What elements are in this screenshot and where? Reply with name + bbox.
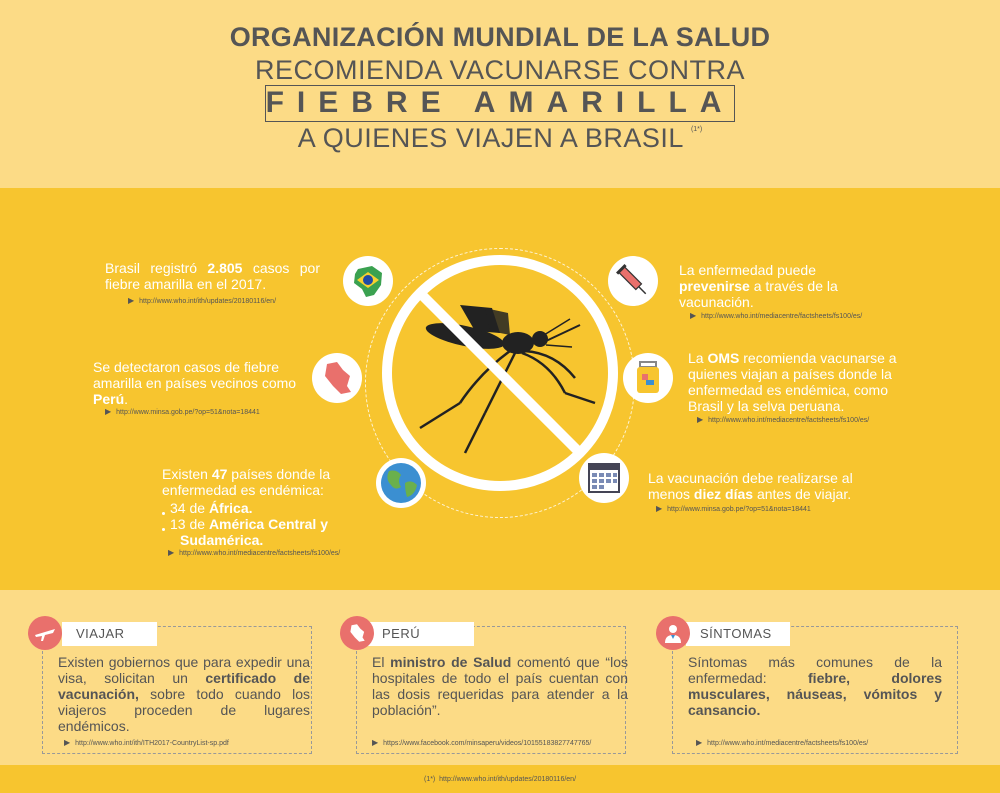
list-item-text: 13 de	[170, 516, 209, 532]
footer-source[interactable]	[0, 776, 1000, 783]
card-peru-text-start: El	[372, 654, 391, 670]
list-item-bold-2: Sudamérica.	[180, 532, 264, 548]
card-sintomas-text	[688, 654, 942, 718]
airplane-icon	[28, 616, 62, 650]
card-peru-bold: ministro de Salud	[390, 654, 512, 670]
fact-dias-source[interactable]: ▶ http://www.minsa.gob.pe/?op=51&nota=18441	[656, 504, 811, 513]
brazil-map-icon	[343, 256, 393, 306]
fact-brasil-url[interactable]: http://www.who.int/ith/updates/20180116/en/	[139, 298, 277, 305]
card-viajar-source[interactable]: ▶ http://www.who.int/ith/ITH2017-CountryList-sp.pdf	[64, 738, 229, 747]
globe-icon	[376, 458, 426, 508]
fact-brasil	[105, 260, 320, 292]
fact-dias-bold: diez días	[693, 486, 754, 502]
fact-prevenir-url[interactable]: http://www.who.int/mediacentre/factsheets/fs100/es/	[701, 313, 863, 320]
card-viajar-text	[58, 654, 310, 734]
fact-paises-text-end: países donde la enfermedad es endémica:	[162, 466, 331, 498]
card-peru-source[interactable]: ▶ https://www.facebook.com/minsaperu/videos/10155183827747765/	[372, 738, 592, 747]
fact-paises-url[interactable]: http://www.who.int/mediacentre/factsheets/fs100/es/	[179, 550, 341, 557]
card-viajar-text-end: sobre todo cuando los viajeros proceden de lugares endémicos.	[58, 686, 310, 734]
fact-prevenir	[679, 262, 854, 310]
fact-dias-url[interactable]: http://www.minsa.gob.pe/?op=51&nota=18441	[667, 506, 811, 513]
card-viajar-bold: certificado de vacunación,	[58, 670, 311, 702]
fact-oms-text-end: recomienda vacunarse a quienes viajan a países donde la enfermedad es endémica, como Brasil y la selva peruana.	[688, 350, 897, 414]
card-sintomas-url[interactable]: http://www.who.int/mediacentre/factsheets/fs100/es/	[707, 740, 869, 747]
list-item-bold: América Central y	[208, 516, 328, 532]
fact-oms-url[interactable]: http://www.who.int/mediacentre/factsheets/fs100/es/	[708, 417, 870, 424]
fact-prevenir-source[interactable]: ▶ http://www.who.int/mediacentre/factsheets/fs100/es/	[690, 311, 863, 320]
fact-peru-source[interactable]: ▶ http://www.minsa.gob.pe/?op=51&nota=18441	[105, 407, 260, 416]
fact-dias-text-end: antes de viajar.	[753, 486, 852, 502]
fact-paises-list	[162, 500, 362, 548]
fact-prevenir-text-end: a través de la vacunación.	[679, 278, 838, 310]
fact-paises-text: Existen	[162, 466, 212, 482]
card-viajar-text-start: Existen gobiernos que para expedir una visa, solicitan un	[58, 654, 310, 686]
calendar-icon	[579, 453, 629, 503]
fact-prevenir-bold: prevenirse	[679, 278, 750, 294]
fact-peru-bold: Perú	[93, 391, 125, 407]
fact-paises-bold: 47	[211, 466, 228, 482]
footer-note: (1*)	[423, 776, 436, 783]
title-line-3: FIEBRE AMARILLA	[265, 86, 735, 119]
title-line-2: RECOMIENDA VACUNARSE CONTRA	[254, 55, 746, 85]
card-peru-label: PERÚ	[368, 622, 474, 646]
header	[0, 0, 1000, 188]
card-sintomas-bold: fiebre, dolores musculares, náuseas, vómitos y cansancio.	[688, 670, 942, 718]
footer-url[interactable]: http://www.who.int/ith/updates/20180116/en/	[439, 776, 577, 783]
cards-section	[0, 590, 1000, 765]
mosquito-prohibited-icon	[380, 253, 620, 493]
fact-peru-url[interactable]: http://www.minsa.gob.pe/?op=51&nota=18441	[116, 409, 260, 416]
list-item-bold: África.	[208, 500, 253, 516]
peru-map-icon	[340, 616, 374, 650]
list-item	[162, 500, 362, 516]
facts-section	[0, 188, 1000, 590]
title-line-4-text: A QUIENES VIAJEN A BRASIL	[297, 123, 683, 153]
fact-peru-text: Se detectaron casos de fiebre amarilla en países vecinos como	[93, 359, 297, 391]
card-peru-text-end: comentó que “los hospitales de todo el país cuentan con las dosis requeridas para atender a la población”.	[372, 654, 628, 718]
card-sintomas-label: SÍNTOMAS	[686, 622, 790, 646]
title-footnote-mark: (1*)	[690, 126, 703, 133]
fact-oms	[688, 350, 918, 414]
fact-brasil-bold: 2.805	[207, 260, 243, 276]
suitcase-icon	[623, 353, 673, 403]
fact-oms-bold: OMS	[707, 350, 740, 366]
fact-oms-text: La	[688, 350, 708, 366]
card-viajar-url[interactable]: http://www.who.int/ith/ITH2017-CountryList-sp.pdf	[75, 740, 229, 747]
list-item-continued	[162, 532, 362, 548]
fact-prevenir-text: La enfermedad puede	[679, 262, 816, 278]
fact-brasil-text-end: casos por fiebre amarilla en el 2017.	[105, 260, 320, 292]
card-peru-text	[372, 654, 628, 718]
fact-paises-source[interactable]: ▶ http://www.who.int/mediacentre/factsheets/fs100/es/	[168, 548, 341, 557]
title-line-1: ORGANIZACIÓN MUNDIAL DE LA SALUD	[229, 22, 771, 52]
card-sintomas-source[interactable]: ▶ http://www.who.int/mediacentre/factsheets/fs100/es/	[696, 738, 869, 747]
fact-oms-source[interactable]: ▶ http://www.who.int/mediacentre/factsheets/fs100/es/	[697, 415, 870, 424]
syringe-icon	[608, 256, 658, 306]
card-peru-url[interactable]: https://www.facebook.com/minsaperu/videos/10155183827747765/	[383, 740, 592, 747]
peru-map-icon	[312, 353, 362, 403]
doctor-icon	[656, 616, 690, 650]
fact-peru-text-end: .	[124, 391, 129, 407]
fact-paises	[162, 466, 352, 498]
fact-brasil-text: Brasil registró	[105, 260, 208, 276]
card-viajar-label: VIAJAR	[62, 622, 157, 646]
list-item	[162, 516, 362, 532]
fact-brasil-source[interactable]: ▶ http://www.who.int/ith/updates/20180116/en/	[128, 296, 277, 305]
card-sintomas-text-start: Síntomas más comunes de la enfermedad:	[688, 654, 942, 686]
fact-dias-text: La vacunación debe realizarse al menos	[648, 470, 853, 502]
list-item-text: 34 de	[170, 500, 209, 516]
title-line-4	[0, 123, 1000, 154]
fact-dias	[648, 470, 888, 502]
fact-peru	[93, 359, 303, 407]
